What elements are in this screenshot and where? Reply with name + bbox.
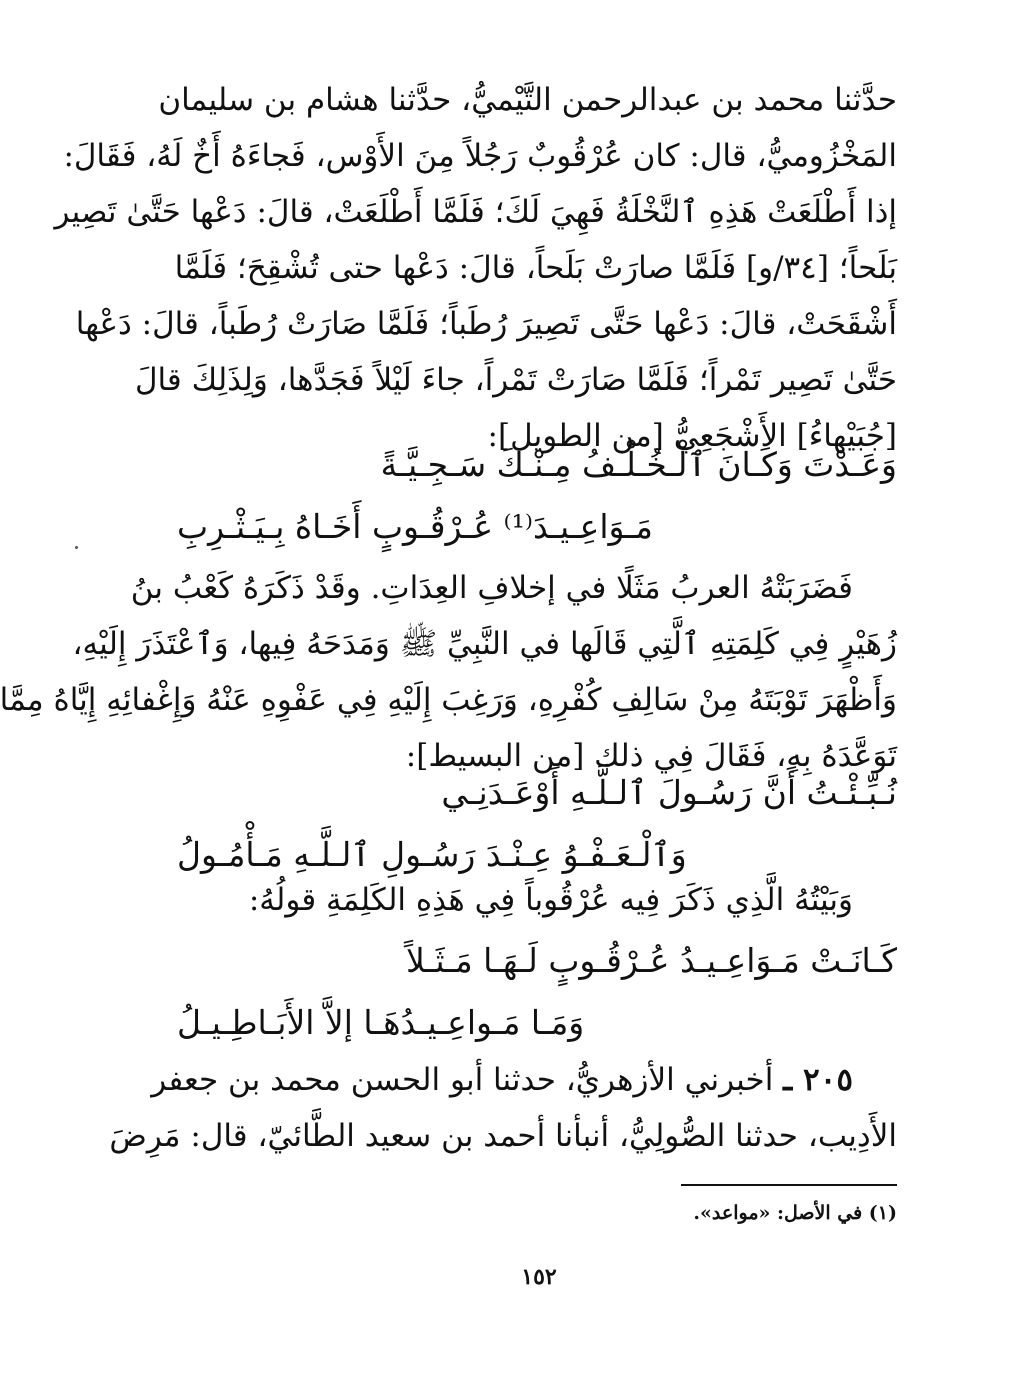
footnote-divider — [681, 1184, 897, 1186]
poem-verse-3 — [177, 930, 897, 1054]
verse-hemistich-first: وَعَـدْتَ وَكَـانَ ٱلْـخُـلْـفُ مِـنْـكَ سَـجِـيَّـةً — [380, 445, 897, 484]
footnote: (١) في الأصل: «مواعد». — [693, 1202, 897, 1224]
text-line: إذا أَطْلَعَتْ هَذِهِ ٱلنَّخْلَةُ فَهِيَ لَكَ؛ فَلَمَّا أَطْلَعَتْ، قالَ: دَعْها حَتَّىٰ تَصِير — [54, 194, 897, 230]
paragraph-intro — [177, 872, 897, 928]
text-line: فَضَرَبَتْهُ العربُ مَثَلًا في إخلافِ العِدَاتِ. وقَدْ ذَكَرَهُ كَعْبُ بنُ — [130, 570, 853, 606]
text-line: أَشْقَحَتْ، قالَ: دَعْها حَتَّى تَصِيرَ رُطَباً؛ فَلَمَّا صَارَتْ رُطَباً، قالَ: دَعْها — [75, 306, 897, 342]
verse-hemistich-second: مَـوَاعِـيـدَ⁽¹⁾ عُـرْقُـوبٍ أَخَـاهُ بِـيَـثْـرِبِ — [177, 507, 653, 546]
verse-hemistich-first: نُـبِّـئْـتُ أَنَّ رَسُـولَ ٱلـلَّـهِ أَوْعَـدَنِـي — [441, 773, 897, 812]
report-number: ٢٠٥ ـ — [783, 1062, 853, 1098]
poem-verse-2 — [177, 762, 897, 886]
text-line: [جُبَيْهاءُ] الأَشْجَعِيُّ [من الطويل]: — [487, 418, 897, 454]
paragraph-commentary — [0, 560, 897, 784]
paragraph-narration — [54, 72, 897, 464]
text-line: المَخْزُوميُّ، قال: كان عُرْقُوبٌ رَجُلاً مِنَ الأَوْس، فَجاءَهُ أَخٌ لَهُ، فَقَالَ: — [63, 138, 897, 174]
text-line: وَبَيْتُهُ الَّذِي ذَكَرَ فِيه عُرْقُوباً فِي هَذِهِ الكَلِمَةِ قولُهُ: — [248, 882, 853, 918]
verse-hemistich-second: وَٱلْـعَـفْـوُ عِـنْـدَ رَسُـولِ ٱلـلَّـهِ مَـأْمُـولُ — [177, 835, 687, 874]
margin-speck — [75, 546, 78, 549]
text-line: وَأَظْهَرَ تَوْبَتَهُ مِنْ سَالِفِ كُفْرِهِ، وَرَغِبَ إِلَيْهِ فِي عَفْوِهِ عَنْهُ وَإِغْفائِهِ إِيَّاهُ مِمَّا — [0, 682, 897, 718]
paragraph-report-205 — [109, 1052, 897, 1164]
poem-verse-1 — [177, 434, 897, 558]
verse-hemistich-first: كَـانَـتْ مَـوَاعِـيـدُ عُـرْقُـوبٍ لَـهَـا مَـثَـلاً — [406, 941, 897, 980]
text-line: حَتَّىٰ تَصِير تَمْراً؛ فَلَمَّا صَارَتْ تَمْراً، جاءَ لَيْلاً فَجَدَّها، وَلِذَلِكَ قالَ — [134, 362, 897, 398]
text-line: حدَّثنا محمد بن عبدالرحمن التَّيْميُّ، حدَّثنا هشام بن سليمان — [158, 82, 897, 118]
text-line — [151, 1052, 897, 1108]
page-number: ١٥٢ — [521, 1264, 557, 1290]
text-line: الأَدِيب، حدثنا الصُّولِيُّ، أنبأنا أحمد بن سعيد الطَّائيّ، قال: مَرِضَ — [109, 1118, 897, 1154]
text-line-content: أخبرني الأزهريُّ، حدثنا أبو الحسن محمد بن جعفر — [151, 1062, 774, 1098]
text-line: بَلَحاً؛ [٣٤/و] فَلَمَّا صارَتْ بَلَحاً، قالَ: دَعْها حتى تُشْقِحَ؛ فَلَمَّا — [174, 250, 897, 286]
text-line: زُهَيْرٍ فِي كَلِمَتِهِ ٱلَّتِي قَالَها في النَّبِيِّ ﷺ وَمَدَحَهُ فِيها، وَٱعْتَذَرَ إِلَيْهِ، — [72, 626, 897, 662]
verse-hemistich-second: وَمَـا مَـواعِـيـدُهَـا إلاَّ الأَبَـاطِـيـلُ — [177, 1003, 585, 1042]
text-line: تَوَعَّدَهُ بِهِ، فَقَالَ فِي ذلك [من البسيط]: — [405, 738, 897, 774]
